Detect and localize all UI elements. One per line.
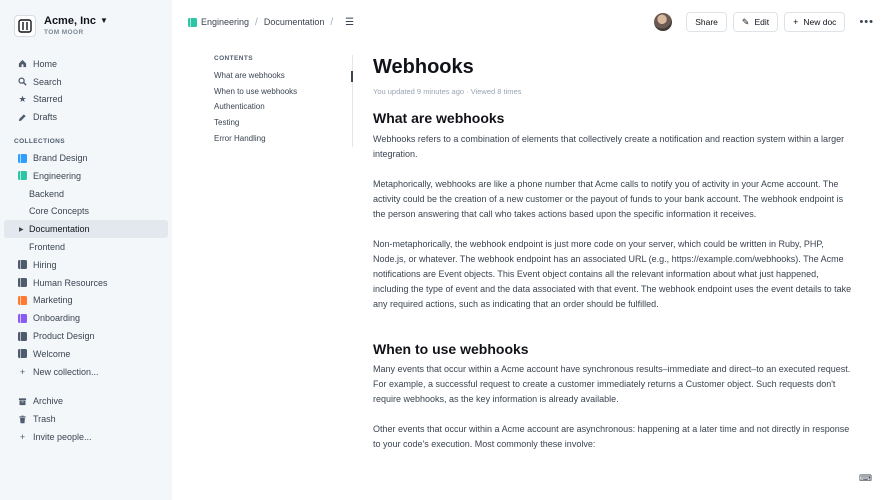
paragraph: Non-metaphorically, the webhook endpoint is just more code on your server, which could be written in Ruby, PHP, Node.js, or whatever. The webhook endpoint has an associated URL (e.g., https://example.com/webhooks). The Acme notifications are Event objects. This Event object contains all the relevant information about what just happened, including the type of event and the data associated with that event. The webhook endpoint uses the event details to take any required actions, such as indicating that an order should be fulfilled. <box>373 239 852 309</box>
heading-what-are-webhooks: What are webhooks <box>373 110 505 126</box>
pencil-icon: ✎ <box>741 16 750 27</box>
breadcrumb-separator: / <box>330 16 334 28</box>
doc-label: Documentation <box>29 224 90 235</box>
header <box>172 0 890 44</box>
edit-button[interactable] <box>733 12 778 32</box>
breadcrumb-collection-label: Engineering <box>201 17 250 27</box>
team-switcher[interactable] <box>0 0 172 42</box>
invite-people-button[interactable] <box>4 428 168 446</box>
home-icon <box>18 59 27 68</box>
document-meta: You updated 9 minutes ago · Viewed 8 times <box>373 87 522 96</box>
new-collection-button[interactable] <box>4 363 168 381</box>
collection-icon <box>18 278 27 287</box>
pencil-icon <box>18 113 27 122</box>
toc-heading: CONTENTS <box>214 55 253 62</box>
nav-home[interactable] <box>4 55 168 73</box>
toc-item[interactable]: When to use webhooks <box>214 86 298 96</box>
collection-icon <box>18 154 27 163</box>
plus-icon: + <box>793 17 799 27</box>
breadcrumb-separator: / <box>255 16 258 28</box>
doc-label: Backend <box>29 188 65 199</box>
doc-backend[interactable] <box>4 185 168 203</box>
plus-icon: + <box>19 366 26 377</box>
collection-label: Onboarding <box>33 313 81 324</box>
collection-icon <box>18 260 27 269</box>
breadcrumb-collection[interactable] <box>188 17 249 27</box>
collection-marketing[interactable] <box>4 292 168 310</box>
collection-icon <box>18 349 27 358</box>
avatar[interactable] <box>654 13 672 31</box>
caret-right-icon[interactable]: ▶ <box>19 226 24 233</box>
archive-icon <box>18 397 27 406</box>
nav-trash[interactable] <box>4 410 168 428</box>
share-button[interactable] <box>686 12 727 32</box>
collection-hiring[interactable] <box>4 256 168 274</box>
collection-label: Welcome <box>33 348 71 359</box>
keyboard-icon[interactable]: ⌨ <box>859 473 872 483</box>
trash-icon <box>18 415 27 424</box>
collection-label: Brand Design <box>33 153 88 164</box>
collection-label: Hiring <box>33 259 57 270</box>
new-collection-label: New collection... <box>33 366 99 377</box>
paragraph: Webhooks refers to a combination of elements that collectively create a notification and reaction system within a larger integration. <box>373 134 845 159</box>
collection-icon <box>18 332 27 341</box>
edit-label: Edit <box>754 17 770 27</box>
star-icon: ★ <box>18 93 27 104</box>
plus-icon: + <box>19 432 26 443</box>
table-of-contents <box>214 55 354 149</box>
collection-welcome[interactable] <box>4 345 168 363</box>
collections-heading: COLLECTIONS <box>14 138 65 146</box>
doc-core-concepts[interactable] <box>4 203 168 221</box>
toc-item[interactable]: Testing <box>214 118 240 128</box>
collection-engineering[interactable] <box>4 167 168 185</box>
collection-product-design[interactable] <box>4 327 168 345</box>
new-doc-label: New doc <box>803 17 837 27</box>
doc-label: Frontend <box>29 242 66 253</box>
search-icon <box>18 77 27 86</box>
collection-icon <box>18 171 27 180</box>
nav-starred-label: Starred <box>33 94 63 105</box>
toc-item[interactable]: Error Handling <box>214 133 266 143</box>
toc-item[interactable]: Authentication <box>214 102 265 112</box>
collection-icon <box>18 314 27 323</box>
collection-human-resources[interactable] <box>4 274 168 292</box>
toc-item[interactable]: What are webhooks <box>214 71 285 80</box>
heading-when-to-use-webhooks: When to use webhooks <box>373 341 529 357</box>
breadcrumb-page[interactable] <box>264 17 325 27</box>
toc-divider <box>352 55 353 147</box>
document-title[interactable]: Webhooks <box>373 56 474 78</box>
logo-icon <box>18 19 32 33</box>
nav-search-label: Search <box>33 76 62 87</box>
breadcrumb <box>188 17 354 28</box>
invite-people-label: Invite people... <box>33 432 92 443</box>
collection-icon <box>188 18 197 27</box>
nav-search[interactable] <box>4 73 168 91</box>
nav-archive-label: Archive <box>33 396 64 407</box>
paragraph: Metaphorically, webhooks are like a phone number that Acme calls to notify you of activity in your Acme account. The activity could be the creation of a new customer or the payout of funds to your bank account. The webhook endpoint is the person answering that call who takes actions based upon the specific information it receives. <box>373 179 844 219</box>
more-icon[interactable]: ••• <box>859 16 874 28</box>
collection-label: Product Design <box>33 331 95 342</box>
doc-documentation[interactable] <box>4 220 168 238</box>
share-label: Share <box>695 17 718 27</box>
team-name: Acme, Inc <box>44 14 96 27</box>
collection-onboarding[interactable] <box>4 309 168 327</box>
toc-active-indicator <box>351 71 353 82</box>
doc-label: Core Concepts <box>29 206 90 217</box>
nav-starred[interactable] <box>4 91 168 109</box>
paragraph: Many events that occur within a Acme account have synchronous results–immediate and direct–to an executed request. For example, a successful request to create a customer immediately returns a Customer object. Such requests don't require webhooks, as the key information is already available. <box>373 364 851 404</box>
nav-home-label: Home <box>33 58 58 69</box>
collection-label: Human Resources <box>33 277 108 288</box>
new-doc-button[interactable] <box>784 12 845 32</box>
collection-brand-design[interactable] <box>4 149 168 167</box>
breadcrumb-page-label: Documentation <box>263 17 325 27</box>
menu-icon[interactable]: ☰ <box>345 16 355 28</box>
collection-icon <box>18 296 27 305</box>
nav-drafts-label: Drafts <box>33 112 58 123</box>
collection-label: Engineering <box>33 170 82 181</box>
paragraph: Other events that occur within a Acme account are asynchronous: happening at a later time and not directly in response to your code's execution. Most commonly these involve: <box>373 424 850 449</box>
collection-label: Marketing <box>33 295 73 306</box>
sidebar <box>0 0 172 500</box>
user-name: TOM MOOR <box>44 28 84 36</box>
document <box>373 56 853 452</box>
team-logo <box>14 15 36 37</box>
nav-archive[interactable] <box>4 393 168 411</box>
nav-drafts[interactable] <box>4 108 168 126</box>
doc-frontend[interactable] <box>4 238 168 256</box>
nav-trash-label: Trash <box>33 414 56 425</box>
chevron-down-icon: ▼ <box>99 16 108 26</box>
